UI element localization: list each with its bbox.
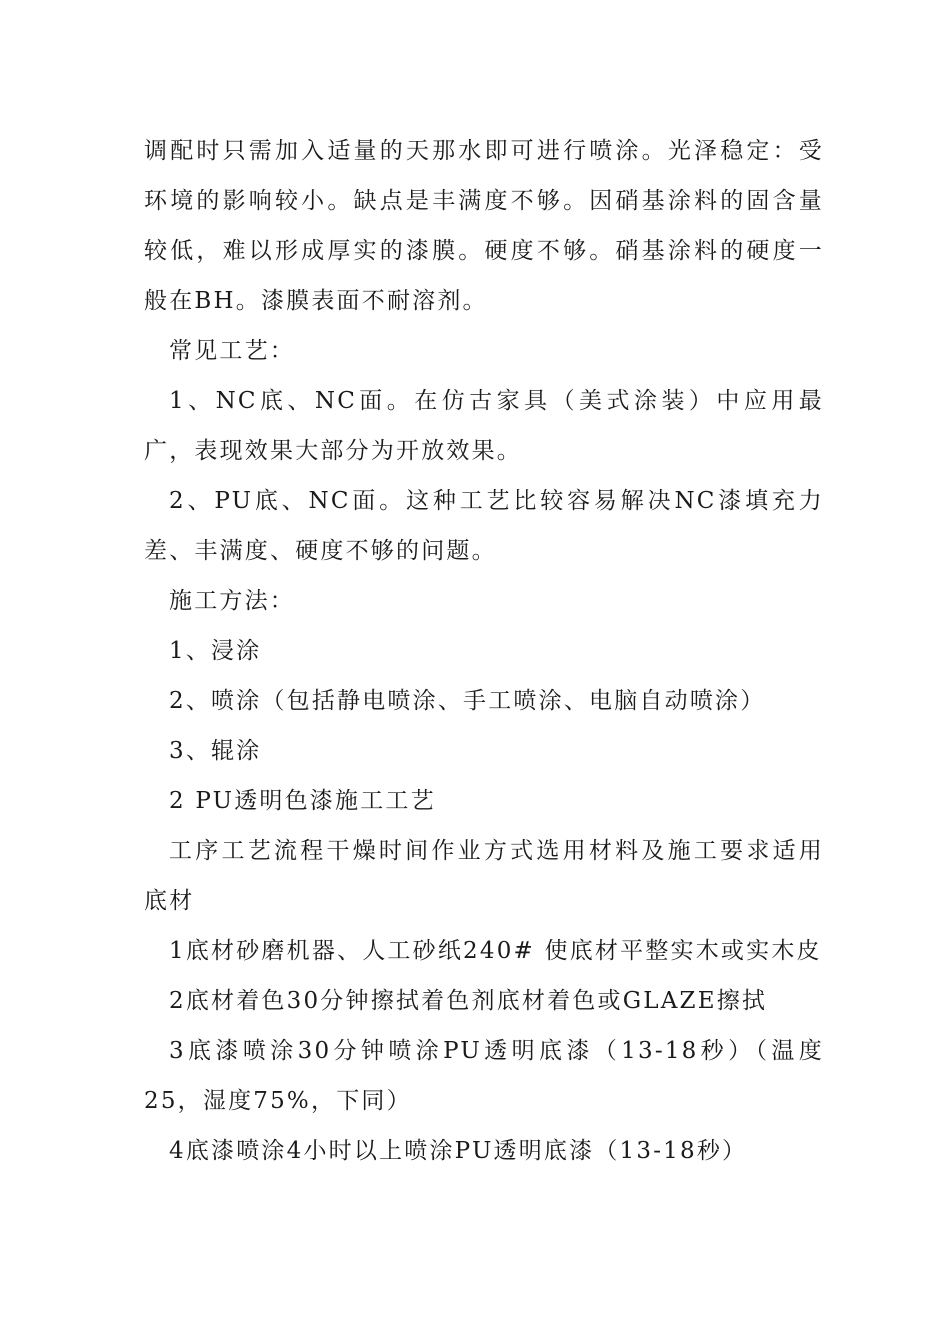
paragraph-step-3: 3底漆喷涂30分钟喷涂PU透明底漆（13-18秒）（温度25，湿度75%，下同）: [144, 1038, 824, 1114]
paragraph-step-4: 4底漆喷涂4小时以上喷涂PU透明底漆（13-18秒）: [169, 1138, 748, 1164]
paragraph-process-2: 2、PU底、NC面。这种工艺比较容易解决NC漆填充力差、丰满度、硬度不够的问题。: [144, 488, 824, 564]
paragraph-table-header: 工序工艺流程干燥时间作业方式选用材料及施工要求适用底材: [144, 838, 824, 914]
paragraph-nc-properties: 调配时只需加入适量的天那水即可进行喷涂。光泽稳定：受环境的影响较小。缺点是丰满度不够。因硝基涂料的固含量较低，难以形成厚实的漆膜。硬度不够。硝基涂料的硬度一般在BH。漆膜表面不耐溶剂。: [144, 138, 824, 314]
paragraph-step-1: 1底材砂磨机器、人工砂纸240# 使底材平整实木或实木皮: [169, 938, 822, 964]
paragraph-section-heading: 2 PU透明色漆施工工艺: [169, 788, 436, 814]
document-body: [144, 126, 824, 1176]
paragraph-step-2: 2底材着色30分钟擦拭着色剂底材着色或GLAZE擦拭: [169, 988, 768, 1014]
paragraph-method-2: 2、喷涂（包括静电喷涂、手工喷涂、电脑自动喷涂）: [169, 688, 766, 714]
paragraph-common-process-heading: 常见工艺：: [169, 338, 295, 364]
paragraph-method-3: 3、辊涂: [169, 738, 262, 764]
paragraph-method-1: 1、浸涂: [169, 638, 262, 664]
paragraph-process-1: 1、NC底、NC面。在仿古家具（美式涂装）中应用最广，表现效果大部分为开放效果。: [144, 388, 824, 464]
paragraph-method-heading: 施工方法：: [169, 588, 295, 614]
